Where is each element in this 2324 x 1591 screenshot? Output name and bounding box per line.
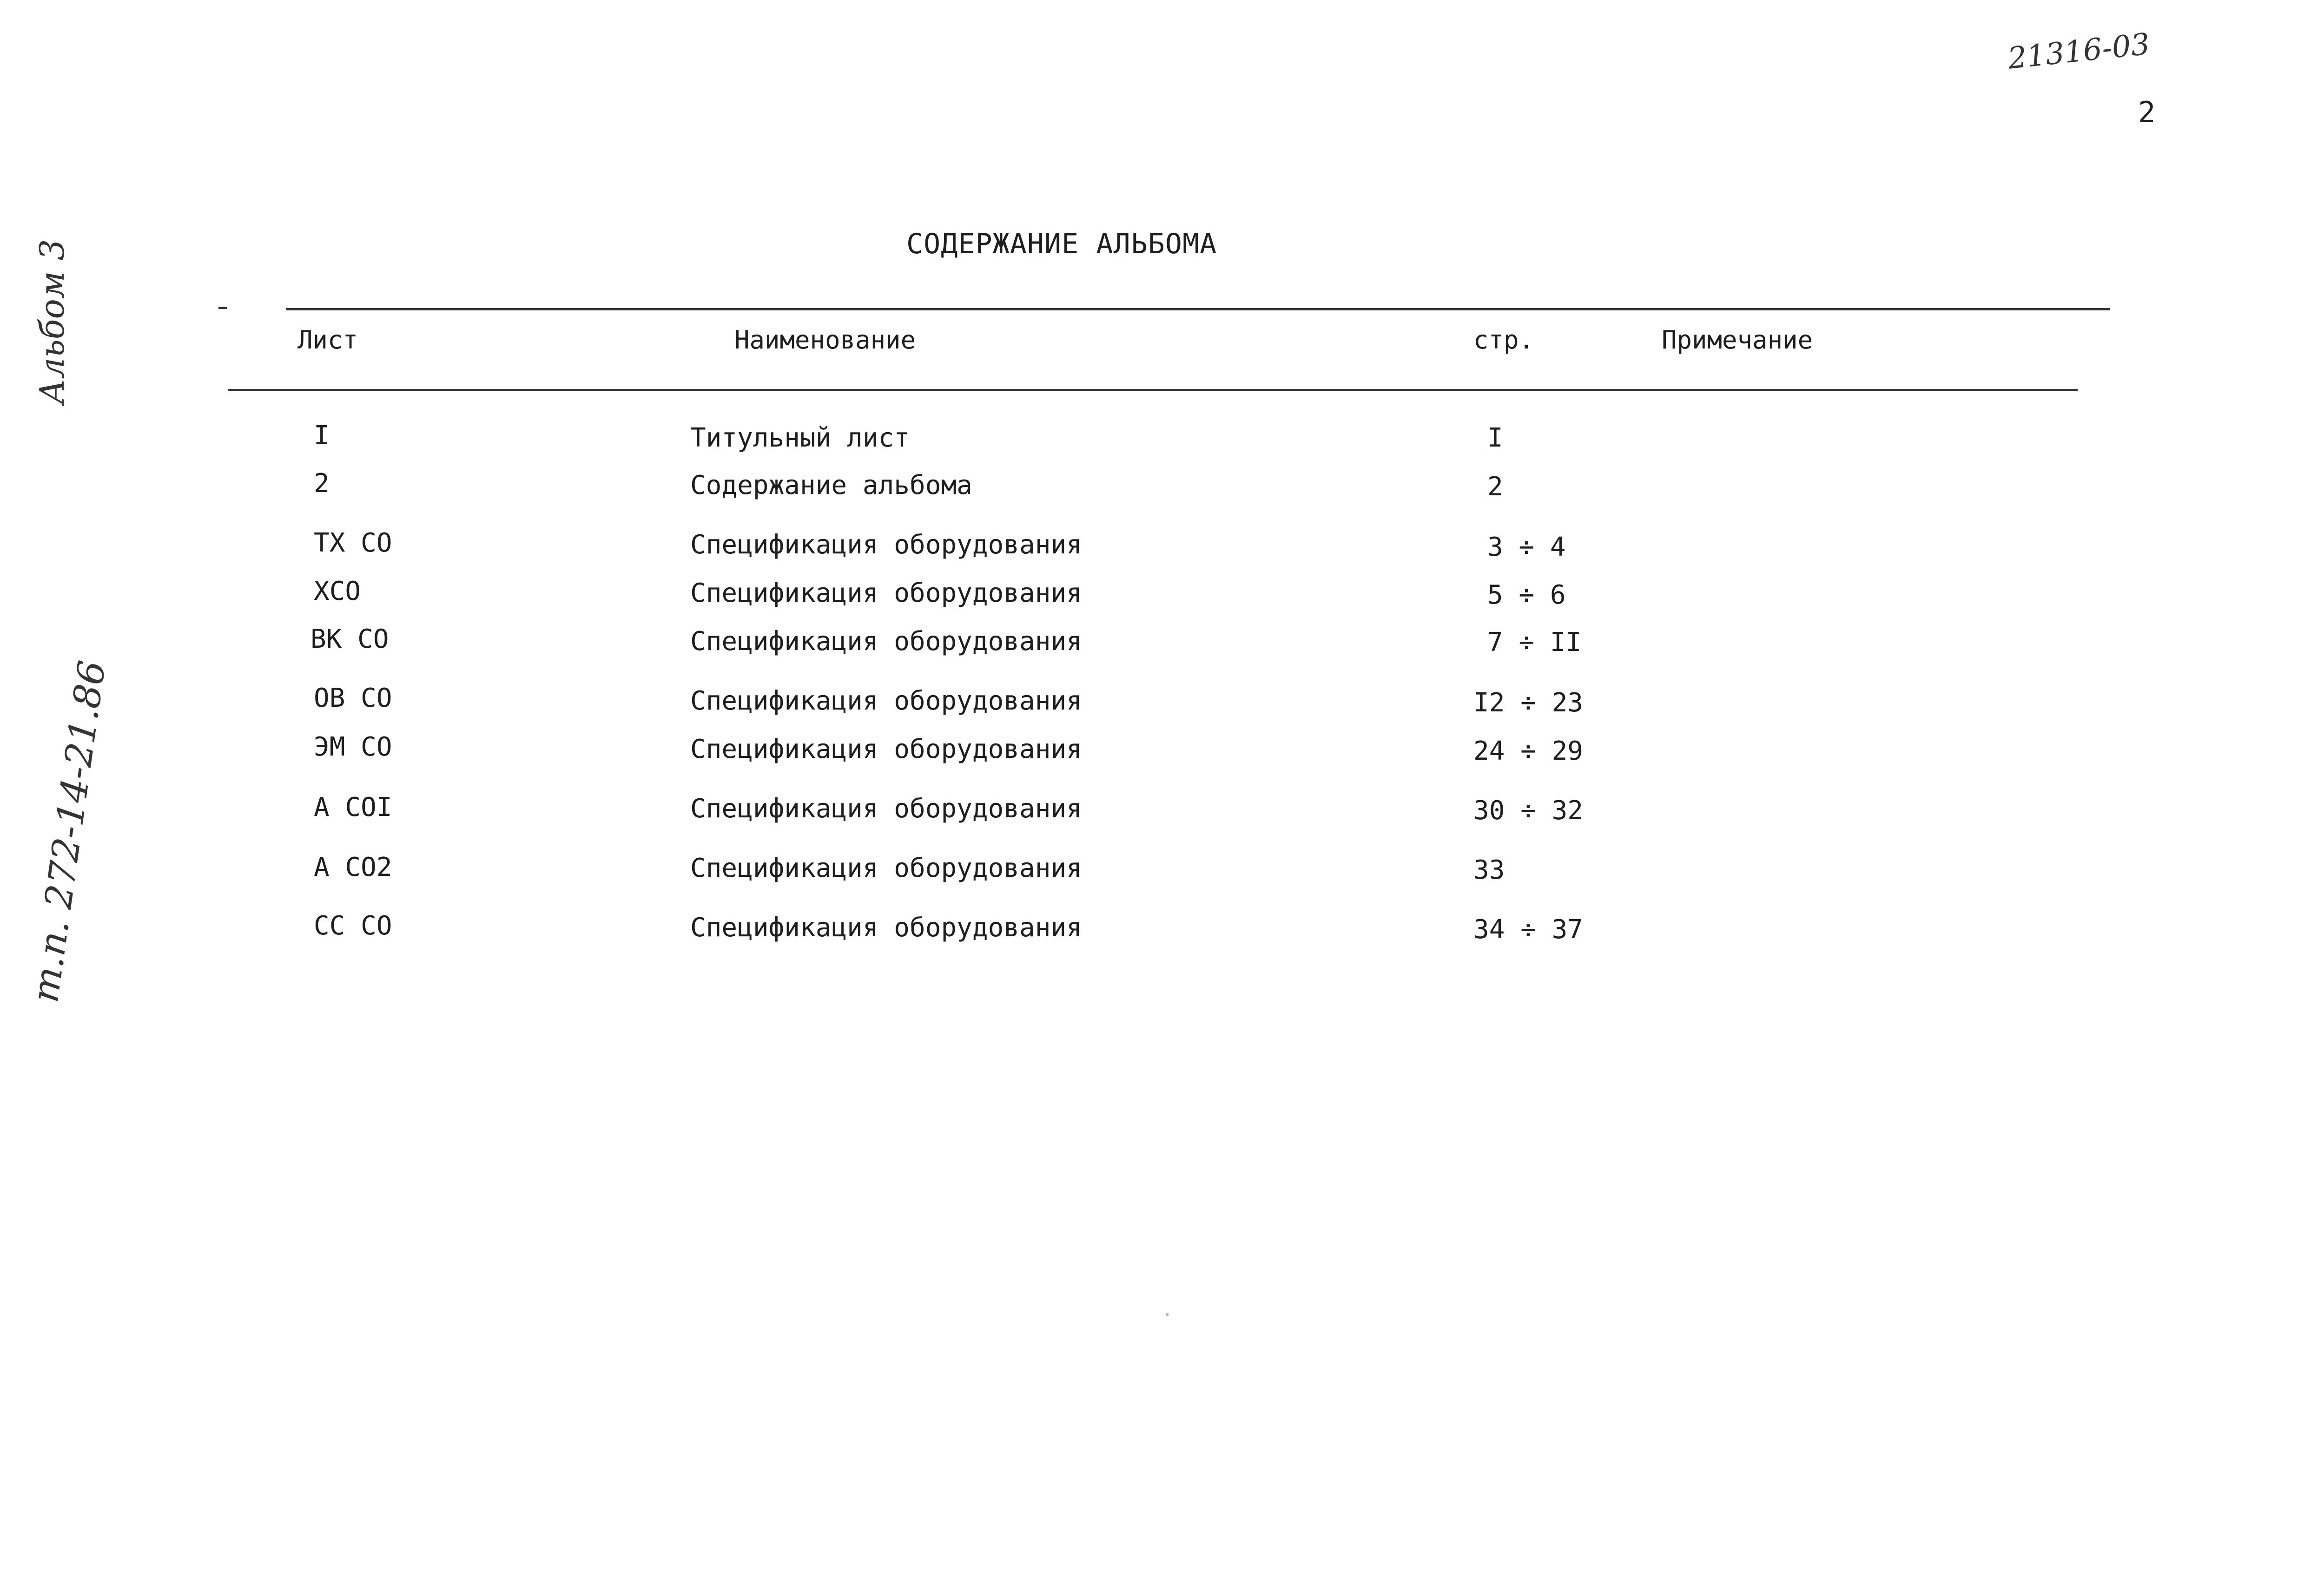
row-name: Титульный лист [690,423,910,453]
column-header-name: Наименование [734,325,916,355]
row-sheet: 2 [314,468,330,499]
row-sheet: ВК СО [310,624,389,654]
column-header-sheet: Лист [297,325,358,355]
row-sheet: ХСО [314,576,361,606]
row-name: Спецификация оборудования [690,686,1082,716]
table-header-rule [228,389,2078,391]
document-code: 21316-03 [2006,27,2152,76]
row-page: I2 ÷ 23 [1473,688,1584,718]
row-page: 30 ÷ 32 [1473,796,1584,826]
row-name: Спецификация оборудования [690,626,1082,657]
table-top-rule [286,308,2110,310]
row-page: 2 [1487,472,1503,502]
row-name: Спецификация оборудования [690,794,1082,824]
row-page: 33 [1473,855,1505,885]
speck-mark [218,307,227,309]
row-page: 5 ÷ 6 [1487,580,1566,610]
row-page: 3 ÷ 4 [1487,532,1566,562]
row-sheet: I [314,421,330,451]
row-name: Спецификация оборудования [690,913,1082,943]
speck-mark [1166,1313,1169,1316]
side-project-code: т.п. 272-14-21.86 [23,657,114,1005]
row-sheet: ТХ СО [314,528,392,558]
row-name: Спецификация оборудования [690,530,1082,560]
row-name: Спецификация оборудования [690,734,1082,764]
row-name: Содержание альбома [690,470,972,500]
row-sheet: СС СО [314,911,392,941]
row-name: Спецификация оборудования [690,853,1082,883]
column-header-page: стр. [1473,325,1534,355]
row-sheet: ЭМ СО [314,732,392,762]
row-page: I [1487,423,1503,453]
side-album-label: Альбом 3 [33,239,72,404]
column-header-note: Примечание [1662,325,1813,355]
row-page: 34 ÷ 37 [1473,914,1584,945]
row-name: Спецификация оборудования [690,578,1082,608]
row-sheet: А COI [314,792,392,822]
page-number: 2 [2138,95,2156,129]
row-sheet: ОВ СО [314,683,392,713]
row-page: 7 ÷ II [1487,627,1582,657]
page-title: СОДЕРЖАНИЕ АЛЬБОМА [906,228,1217,260]
row-page: 24 ÷ 29 [1473,736,1584,766]
row-sheet: А CO2 [314,852,392,882]
